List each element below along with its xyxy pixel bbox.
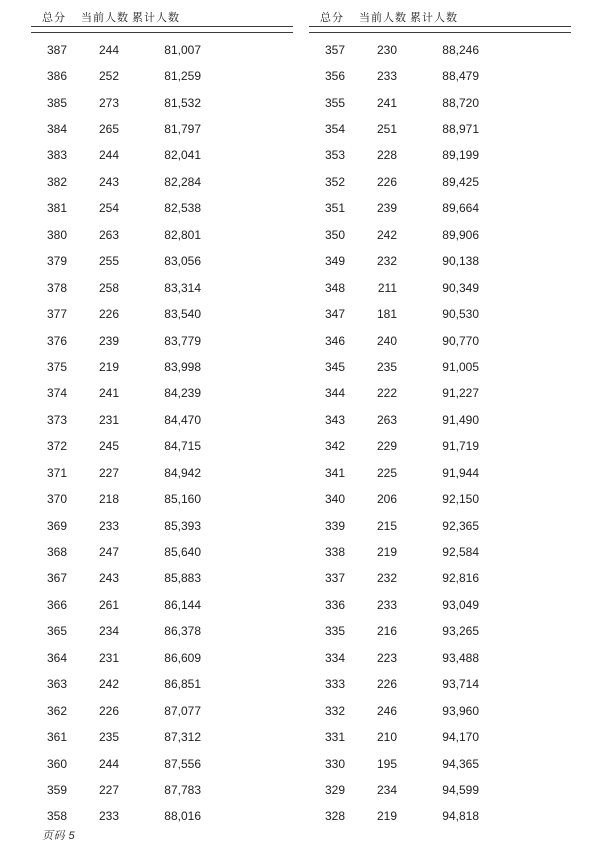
cumulative-count-cell: 93,488: [442, 650, 479, 665]
table-row: [31, 777, 293, 803]
score-cell: 379: [46, 254, 67, 269]
current-count-cell: 226: [98, 307, 119, 322]
header-double-rule: [309, 26, 571, 33]
current-count-cell: 243: [98, 174, 119, 189]
header-cumulative-count: 累计人数: [132, 12, 180, 24]
cumulative-count-cell: 90,770: [442, 333, 479, 348]
cumulative-count-cell: 90,138: [442, 254, 479, 269]
current-count-cell: 241: [376, 95, 397, 110]
score-cell: 342: [324, 439, 345, 454]
current-count-cell: 233: [376, 597, 397, 612]
cumulative-count-cell: 91,719: [442, 439, 479, 454]
score-cell: 367: [46, 571, 67, 586]
score-cell: 378: [46, 280, 67, 295]
table-row: [31, 724, 293, 750]
cumulative-count-cell: 83,998: [164, 359, 201, 374]
table-row: [309, 380, 571, 406]
cumulative-count-cell: 91,490: [442, 412, 479, 427]
header-total-score: 总分: [42, 12, 66, 24]
table-row: [309, 327, 571, 353]
score-cell: 349: [324, 254, 345, 269]
table-row: [31, 645, 293, 671]
current-count-cell: 225: [376, 465, 397, 480]
table-row: [31, 37, 293, 63]
cumulative-count-cell: 86,378: [164, 624, 201, 639]
cumulative-count-cell: 81,259: [164, 69, 201, 84]
table-row: [31, 169, 293, 195]
cumulative-count-cell: 93,265: [442, 624, 479, 639]
cumulative-count-cell: 88,246: [442, 42, 479, 57]
table-body: [31, 37, 293, 830]
cumulative-count-cell: 90,530: [442, 307, 479, 322]
score-cell: 347: [324, 307, 345, 322]
score-cell: 346: [324, 333, 345, 348]
table-row: [309, 433, 571, 459]
score-cell: 369: [46, 518, 67, 533]
table-row: [309, 37, 571, 63]
table-row: [309, 274, 571, 300]
cumulative-count-cell: 85,640: [164, 545, 201, 560]
cumulative-count-cell: 92,365: [442, 518, 479, 533]
table-row: [31, 512, 293, 538]
table-row: [31, 539, 293, 565]
score-cell: 370: [46, 492, 67, 507]
score-cell: 362: [46, 703, 67, 718]
cumulative-count-cell: 82,284: [164, 174, 201, 189]
score-cell: 343: [324, 412, 345, 427]
score-cell: 332: [324, 703, 345, 718]
table-row: [309, 724, 571, 750]
current-count-cell: 233: [98, 809, 119, 824]
table-row: [31, 460, 293, 486]
cumulative-count-cell: 81,007: [164, 42, 201, 57]
score-cell: 354: [324, 122, 345, 137]
table-row: [31, 63, 293, 89]
cumulative-count-cell: 86,609: [164, 650, 201, 665]
cumulative-count-cell: 85,160: [164, 492, 201, 507]
score-cell: 334: [324, 650, 345, 665]
table-row: [309, 222, 571, 248]
table-row: [31, 301, 293, 327]
table-row: [31, 380, 293, 406]
score-cell: 382: [46, 174, 67, 189]
cumulative-count-cell: 89,425: [442, 174, 479, 189]
table-row: [31, 592, 293, 618]
current-count-cell: 235: [376, 359, 397, 374]
cumulative-count-cell: 81,797: [164, 122, 201, 137]
current-count-cell: 232: [376, 571, 397, 586]
cumulative-count-cell: 93,049: [442, 597, 479, 612]
score-cell: 364: [46, 650, 67, 665]
current-count-cell: 210: [376, 730, 397, 745]
current-count-cell: 226: [376, 174, 397, 189]
score-cell: 329: [324, 782, 345, 797]
current-count-cell: 242: [98, 677, 119, 692]
cumulative-count-cell: 89,199: [442, 148, 479, 163]
current-count-cell: 252: [98, 69, 119, 84]
header-current-count: 当前人数: [359, 12, 407, 24]
table-row: [309, 116, 571, 142]
cumulative-count-cell: 88,971: [442, 122, 479, 137]
cumulative-count-cell: 83,779: [164, 333, 201, 348]
current-count-cell: 251: [376, 122, 397, 137]
table-row: [31, 697, 293, 723]
score-cell: 355: [324, 95, 345, 110]
current-count-cell: 239: [98, 333, 119, 348]
current-count-cell: 227: [98, 465, 119, 480]
score-table-left: [31, 6, 293, 830]
cumulative-count-cell: 92,816: [442, 571, 479, 586]
cumulative-count-cell: 94,170: [442, 730, 479, 745]
table-row: [309, 169, 571, 195]
table-row: [31, 195, 293, 221]
cumulative-count-cell: 89,906: [442, 227, 479, 242]
score-cell: 336: [324, 597, 345, 612]
header-cumulative-count: 累计人数: [410, 12, 458, 24]
score-cell: 373: [46, 412, 67, 427]
cumulative-count-cell: 93,714: [442, 677, 479, 692]
score-cell: 381: [46, 201, 67, 216]
cumulative-count-cell: 88,720: [442, 95, 479, 110]
cumulative-count-cell: 88,016: [164, 809, 201, 824]
current-count-cell: 246: [376, 703, 397, 718]
score-cell: 359: [46, 782, 67, 797]
current-count-cell: 235: [98, 730, 119, 745]
current-count-cell: 228: [376, 148, 397, 163]
score-cell: 350: [324, 227, 345, 242]
table-row: [31, 671, 293, 697]
cumulative-count-cell: 87,556: [164, 756, 201, 771]
header-double-rule: [31, 26, 293, 33]
table-row: [309, 486, 571, 512]
cumulative-count-cell: 84,470: [164, 412, 201, 427]
current-count-cell: 211: [377, 280, 397, 295]
score-cell: 357: [324, 42, 345, 57]
table-row: [309, 803, 571, 829]
current-count-cell: 273: [98, 95, 119, 110]
table-row: [309, 460, 571, 486]
current-count-cell: 263: [376, 412, 397, 427]
cumulative-count-cell: 94,365: [442, 756, 479, 771]
table-row: [31, 116, 293, 142]
header-current-count: 当前人数: [81, 12, 129, 24]
current-count-cell: 242: [376, 227, 397, 242]
score-cell: 361: [46, 730, 67, 745]
current-count-cell: 223: [376, 650, 397, 665]
table-row: [309, 750, 571, 776]
current-count-cell: 240: [376, 333, 397, 348]
table-row: [31, 407, 293, 433]
score-cell: 384: [46, 122, 67, 137]
score-cell: 358: [46, 809, 67, 824]
table-row: [309, 195, 571, 221]
table-header-row: [309, 6, 571, 25]
score-cell: 383: [46, 148, 67, 163]
cumulative-count-cell: 82,041: [164, 148, 201, 163]
score-cell: 366: [46, 597, 67, 612]
table-row: [309, 89, 571, 115]
current-count-cell: 227: [98, 782, 119, 797]
current-count-cell: 234: [376, 782, 397, 797]
score-cell: 351: [324, 201, 345, 216]
table-row: [31, 354, 293, 380]
current-count-cell: 230: [376, 42, 397, 57]
score-cell: 339: [324, 518, 345, 533]
table-row: [31, 248, 293, 274]
score-cell: 377: [46, 307, 67, 322]
cumulative-count-cell: 86,851: [164, 677, 201, 692]
score-cell: 386: [46, 69, 67, 84]
current-count-cell: 258: [98, 280, 119, 295]
table-row: [31, 803, 293, 829]
score-cell: 360: [46, 756, 67, 771]
score-cell: 328: [324, 809, 345, 824]
score-table-right: [309, 6, 571, 830]
score-cell: 368: [46, 545, 67, 560]
current-count-cell: 241: [98, 386, 119, 401]
cumulative-count-cell: 94,599: [442, 782, 479, 797]
cumulative-count-cell: 87,783: [164, 782, 201, 797]
current-count-cell: 244: [98, 148, 119, 163]
score-cell: 352: [324, 174, 345, 189]
current-count-cell: 226: [376, 677, 397, 692]
score-cell: 353: [324, 148, 345, 163]
current-count-cell: 218: [98, 492, 119, 507]
current-count-cell: 195: [376, 756, 397, 771]
cumulative-count-cell: 92,584: [442, 545, 479, 560]
current-count-cell: 244: [98, 42, 119, 57]
cumulative-count-cell: 87,077: [164, 703, 201, 718]
cumulative-count-cell: 83,314: [164, 280, 201, 295]
table-row: [31, 222, 293, 248]
current-count-cell: 234: [98, 624, 119, 639]
current-count-cell: 245: [98, 439, 119, 454]
score-cell: 331: [324, 730, 345, 745]
cumulative-count-cell: 88,479: [442, 69, 479, 84]
cumulative-count-cell: 87,312: [164, 730, 201, 745]
current-count-cell: 254: [98, 201, 119, 216]
current-count-cell: 219: [376, 809, 397, 824]
table-row: [309, 142, 571, 168]
score-cell: 341: [324, 465, 345, 480]
current-count-cell: 219: [376, 545, 397, 560]
header-total-score: 总分: [320, 12, 344, 24]
table-row: [309, 618, 571, 644]
table-row: [31, 433, 293, 459]
current-count-cell: 233: [376, 69, 397, 84]
table-row: [309, 645, 571, 671]
table-row: [309, 539, 571, 565]
current-count-cell: 244: [98, 756, 119, 771]
score-cell: 374: [46, 386, 67, 401]
current-count-cell: 219: [98, 359, 119, 374]
cumulative-count-cell: 85,883: [164, 571, 201, 586]
score-cell: 376: [46, 333, 67, 348]
page-number: 页码 5: [42, 830, 76, 842]
current-count-cell: 216: [376, 624, 397, 639]
current-count-cell: 231: [98, 650, 119, 665]
cumulative-count-cell: 94,818: [442, 809, 479, 824]
score-cell: 385: [46, 95, 67, 110]
table-header-row: [31, 6, 293, 25]
cumulative-count-cell: 86,144: [164, 597, 201, 612]
table-row: [31, 750, 293, 776]
score-cell: 335: [324, 624, 345, 639]
table-row: [31, 618, 293, 644]
table-row: [31, 89, 293, 115]
current-count-cell: 233: [98, 518, 119, 533]
cumulative-count-cell: 91,227: [442, 386, 479, 401]
current-count-cell: 255: [98, 254, 119, 269]
current-count-cell: 265: [98, 122, 119, 137]
score-cell: 363: [46, 677, 67, 692]
current-count-cell: 215: [376, 518, 397, 533]
cumulative-count-cell: 84,239: [164, 386, 201, 401]
cumulative-count-cell: 82,801: [164, 227, 201, 242]
current-count-cell: 263: [98, 227, 119, 242]
cumulative-count-cell: 83,056: [164, 254, 201, 269]
table-row: [309, 671, 571, 697]
table-row: [309, 512, 571, 538]
cumulative-count-cell: 84,715: [164, 439, 201, 454]
score-cell: 348: [324, 280, 345, 295]
score-cell: 344: [324, 386, 345, 401]
current-count-cell: 206: [376, 492, 397, 507]
score-cell: 340: [324, 492, 345, 507]
current-count-cell: 232: [376, 254, 397, 269]
cumulative-count-cell: 91,005: [442, 359, 479, 374]
score-cell: 380: [46, 227, 67, 242]
score-cell: 356: [324, 69, 345, 84]
cumulative-count-cell: 85,393: [164, 518, 201, 533]
current-count-cell: 229: [376, 439, 397, 454]
table-row: [31, 565, 293, 591]
current-count-cell: 239: [376, 201, 397, 216]
cumulative-count-cell: 83,540: [164, 307, 201, 322]
score-cell: 345: [324, 359, 345, 374]
table-row: [31, 327, 293, 353]
table-row: [309, 407, 571, 433]
current-count-cell: 247: [98, 545, 119, 560]
score-cell: 372: [46, 439, 67, 454]
table-row: [31, 142, 293, 168]
current-count-cell: 181: [376, 307, 397, 322]
cumulative-count-cell: 90,349: [442, 280, 479, 295]
score-cell: 375: [46, 359, 67, 374]
current-count-cell: 231: [98, 412, 119, 427]
current-count-cell: 243: [98, 571, 119, 586]
cumulative-count-cell: 84,942: [164, 465, 201, 480]
score-cell: 333: [324, 677, 345, 692]
cumulative-count-cell: 91,944: [442, 465, 479, 480]
table-row: [309, 697, 571, 723]
table-row: [309, 354, 571, 380]
table-row: [309, 565, 571, 591]
cumulative-count-cell: 89,664: [442, 201, 479, 216]
table-row: [31, 274, 293, 300]
table-row: [309, 63, 571, 89]
current-count-cell: 222: [376, 386, 397, 401]
cumulative-count-cell: 93,960: [442, 703, 479, 718]
score-cell: 371: [46, 465, 67, 480]
table-row: [309, 592, 571, 618]
table-row: [309, 777, 571, 803]
score-cell: 330: [324, 756, 345, 771]
cumulative-count-cell: 92,150: [442, 492, 479, 507]
score-cell: 338: [324, 545, 345, 560]
table-row: [309, 248, 571, 274]
table-row: [31, 486, 293, 512]
current-count-cell: 261: [98, 597, 119, 612]
score-cell: 387: [46, 42, 67, 57]
table-row: [309, 301, 571, 327]
current-count-cell: 226: [98, 703, 119, 718]
cumulative-count-cell: 82,538: [164, 201, 201, 216]
cumulative-count-cell: 81,532: [164, 95, 201, 110]
score-cell: 337: [324, 571, 345, 586]
score-cell: 365: [46, 624, 67, 639]
table-body: [309, 37, 571, 830]
